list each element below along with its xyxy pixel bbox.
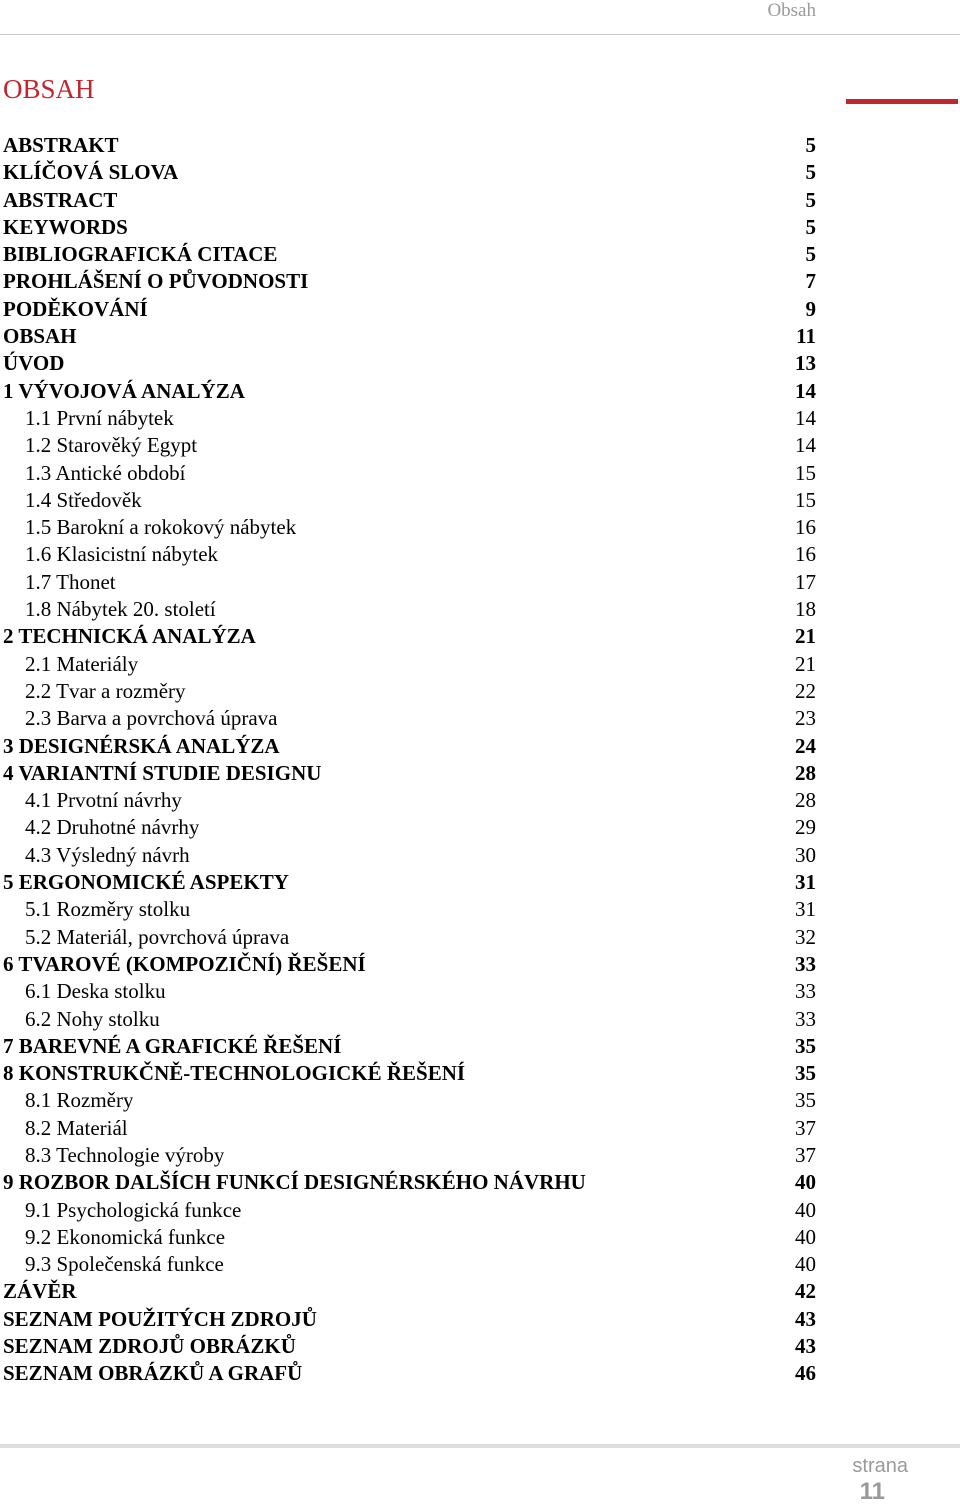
toc-entry-title: 2 TECHNICKÁ ANALÝZA [3,624,256,649]
toc-entry-page: 11 [796,324,816,349]
toc-entry-title: 5.2 Materiál, povrchová úprava [25,924,290,949]
toc-entry-title: 4.2 Druhotné návrhy [25,815,200,840]
toc-entry-title: ÚVOD [3,351,65,376]
toc-entry[interactable] [0,842,816,869]
toc-entry[interactable] [0,1060,816,1087]
toc-entry[interactable] [0,596,816,623]
toc-entry-title: ZÁVĚR [3,1279,77,1304]
toc-entry-title: KEYWORDS [3,214,128,239]
toc-entry-page: 9 [805,296,816,321]
toc-entry-page: 15 [795,487,816,512]
table-of-contents [0,132,816,1388]
toc-entry-page: 16 [795,515,816,540]
toc-entry[interactable] [0,651,816,678]
toc-entry-page: 14 [795,433,816,458]
toc-entry[interactable] [0,978,816,1005]
toc-entry-title: 1.8 Nábytek 20. století [25,597,216,622]
toc-entry-page: 18 [795,597,816,622]
toc-entry[interactable] [0,1197,816,1224]
toc-entry-title: ABSTRACT [3,187,118,212]
toc-entry-page: 31 [795,897,816,922]
toc-entry[interactable] [0,787,816,814]
toc-entry[interactable] [0,432,816,459]
toc-entry-title: 9.3 Společenská funkce [25,1252,224,1277]
toc-entry-page: 33 [795,979,816,1004]
toc-entry-page: 5 [805,160,816,185]
toc-entry-page: 21 [795,651,816,676]
toc-entry-title: 3 DESIGNÉRSKÁ ANALÝZA [3,733,280,758]
toc-entry[interactable] [0,1224,816,1251]
toc-entry-page: 7 [805,269,816,294]
toc-entry-page: 43 [795,1334,816,1359]
toc-entry-title: KLÍČOVÁ SLOVA [3,160,179,185]
toc-entry-page: 14 [795,405,816,430]
toc-entry-title: 1.1 První nábytek [25,405,174,430]
toc-entry-title: 6 TVAROVÉ (KOMPOZIČNÍ) ŘEŠENÍ [3,951,366,976]
toc-entry[interactable] [0,760,816,787]
toc-entry[interactable] [0,678,816,705]
toc-entry[interactable] [0,1306,816,1333]
toc-entry[interactable] [0,1087,816,1114]
toc-entry-title: BIBLIOGRAFICKÁ CITACE [3,242,278,267]
toc-entry-page: 5 [805,133,816,157]
toc-entry[interactable] [0,569,816,596]
toc-entry-page: 5 [805,187,816,212]
toc-entry[interactable] [0,268,816,295]
toc-entry-page: 40 [795,1252,816,1277]
toc-entry-title: 2.1 Materiály [25,651,139,676]
running-header: Obsah [767,0,816,21]
toc-entry-page: 33 [795,951,816,976]
toc-entry-title: 5.1 Rozměry stolku [25,897,191,922]
toc-entry[interactable] [0,1251,816,1278]
toc-entry-title: 4.1 Prvotní návrhy [25,788,182,813]
toc-entry-page: 17 [795,569,816,594]
toc-entry[interactable] [0,323,816,350]
toc-entry-page: 35 [795,1061,816,1086]
toc-entry[interactable] [0,1333,816,1360]
toc-entry-title: PROHLÁŠENÍ O PŮVODNOSTI [3,269,309,294]
toc-entry-page: 32 [795,924,816,949]
toc-entry-page: 40 [795,1170,816,1195]
toc-entry[interactable] [0,896,816,923]
toc-entry-title: PODĚKOVÁNÍ [3,296,148,321]
toc-entry-title: 4.3 Výsledný návrh [25,842,190,867]
toc-entry[interactable] [0,1142,816,1169]
toc-entry-title: 9.2 Ekonomická funkce [25,1224,226,1249]
toc-entry[interactable] [0,487,816,514]
toc-entry-title: 2.3 Barva a povrchová úprava [25,706,278,731]
toc-entry[interactable] [0,241,816,268]
toc-entry-page: 33 [795,1006,816,1031]
toc-entry-page: 30 [795,842,816,867]
toc-entry-page: 28 [795,760,816,785]
toc-entry-page: 40 [795,1224,816,1249]
toc-entry-title: 1.3 Antické období [25,460,186,485]
toc-entry-page: 43 [795,1306,816,1331]
toc-entry-page: 28 [795,788,816,813]
toc-entry-title: 1.7 Thonet [25,569,116,594]
toc-entry-title: SEZNAM POUŽITÝCH ZDROJŮ [3,1306,317,1331]
toc-entry-page: 46 [795,1361,816,1386]
toc-entry[interactable] [0,1169,816,1196]
toc-entry[interactable] [0,350,816,377]
toc-entry-title: 1.2 Starověký Egypt [25,433,198,458]
toc-entry-page: 29 [795,815,816,840]
toc-entry[interactable] [0,1278,816,1305]
toc-entry-page: 35 [795,1033,816,1058]
toc-entry[interactable] [0,460,816,487]
page-title: OBSAH [3,74,95,104]
toc-entry-page: 15 [795,460,816,485]
toc-entry-title: 8 KONSTRUKČNĚ-TECHNOLOGICKÉ ŘEŠENÍ [3,1061,466,1086]
toc-entry-page: 14 [795,378,816,403]
toc-entry-title: 1.6 Klasicistní nábytek [25,542,219,567]
footer-page-label: strana [852,1455,908,1477]
toc-entry-title: 7 BAREVNÉ A GRAFICKÉ ŘEŠENÍ [3,1033,342,1058]
header-divider [0,34,960,35]
toc-entry-title: 8.3 Technologie výroby [25,1142,225,1167]
toc-entry-title: 2.2 Tvar a rozměry [25,678,186,703]
toc-entry[interactable] [0,924,816,951]
toc-entry[interactable] [0,378,816,405]
toc-entry-page: 5 [805,214,816,239]
toc-entry[interactable] [0,705,816,732]
toc-entry-title: OBSAH [3,324,77,349]
toc-entry[interactable] [0,296,816,323]
title-accent-bar [846,99,958,104]
toc-entry[interactable] [0,1360,816,1387]
toc-entry[interactable] [0,1115,816,1142]
toc-entry[interactable] [0,405,816,432]
footer-page-number: 11 [859,1478,885,1505]
toc-entry-title: 9 ROZBOR DALŠÍCH FUNKCÍ DESIGNÉRSKÉHO NÁVRHU [3,1170,586,1195]
toc-entry-page: 16 [795,542,816,567]
toc-entry-page: 23 [795,706,816,731]
toc-entry-title: ABSTRAKT [3,133,119,157]
toc-entry-page: 37 [795,1115,816,1140]
toc-entry[interactable] [0,951,816,978]
toc-entry[interactable] [0,733,816,760]
toc-entry-title: SEZNAM OBRÁZKŮ A GRAFŮ [3,1361,303,1386]
toc-entry[interactable] [0,187,816,214]
toc-entry[interactable] [0,514,816,541]
toc-entry-page: 31 [795,870,816,895]
toc-entry-title: 8.2 Materiál [25,1115,128,1140]
toc-entry-page: 5 [805,242,816,267]
toc-entry[interactable] [0,132,816,159]
toc-entry-title: 6.1 Deska stolku [25,979,166,1004]
toc-entry-page: 24 [795,733,816,758]
toc-entry-title: 1 VÝVOJOVÁ ANALÝZA [3,378,245,403]
toc-entry[interactable] [0,814,816,841]
toc-entry-page: 40 [795,1197,816,1222]
toc-entry[interactable] [0,159,816,186]
toc-entry-title: SEZNAM ZDROJŮ OBRÁZKŮ [3,1334,296,1359]
toc-entry-title: 5 ERGONOMICKÉ ASPEKTY [3,870,289,895]
toc-entry-page: 37 [795,1142,816,1167]
toc-entry-title: 4 VARIANTNÍ STUDIE DESIGNU [3,760,322,785]
toc-entry[interactable] [0,1006,816,1033]
toc-entry[interactable] [0,1033,816,1060]
toc-entry-page: 35 [795,1088,816,1113]
toc-entry[interactable] [0,869,816,896]
toc-entry-title: 8.1 Rozměry [25,1088,134,1113]
toc-entry-page: 13 [795,351,816,376]
toc-entry-page: 21 [795,624,816,649]
toc-entry[interactable] [0,541,816,568]
toc-entry[interactable] [0,214,816,241]
toc-entry-title: 6.2 Nohy stolku [25,1006,160,1031]
toc-entry[interactable] [0,623,816,650]
toc-entry-title: 1.5 Barokní a rokokový nábytek [25,515,297,540]
toc-entry-title: 1.4 Středověk [25,487,142,512]
toc-entry-page: 42 [795,1279,816,1304]
footer-divider [0,1444,960,1448]
toc-entry-title: 9.1 Psychologická funkce [25,1197,242,1222]
toc-entry-page: 22 [795,678,816,703]
